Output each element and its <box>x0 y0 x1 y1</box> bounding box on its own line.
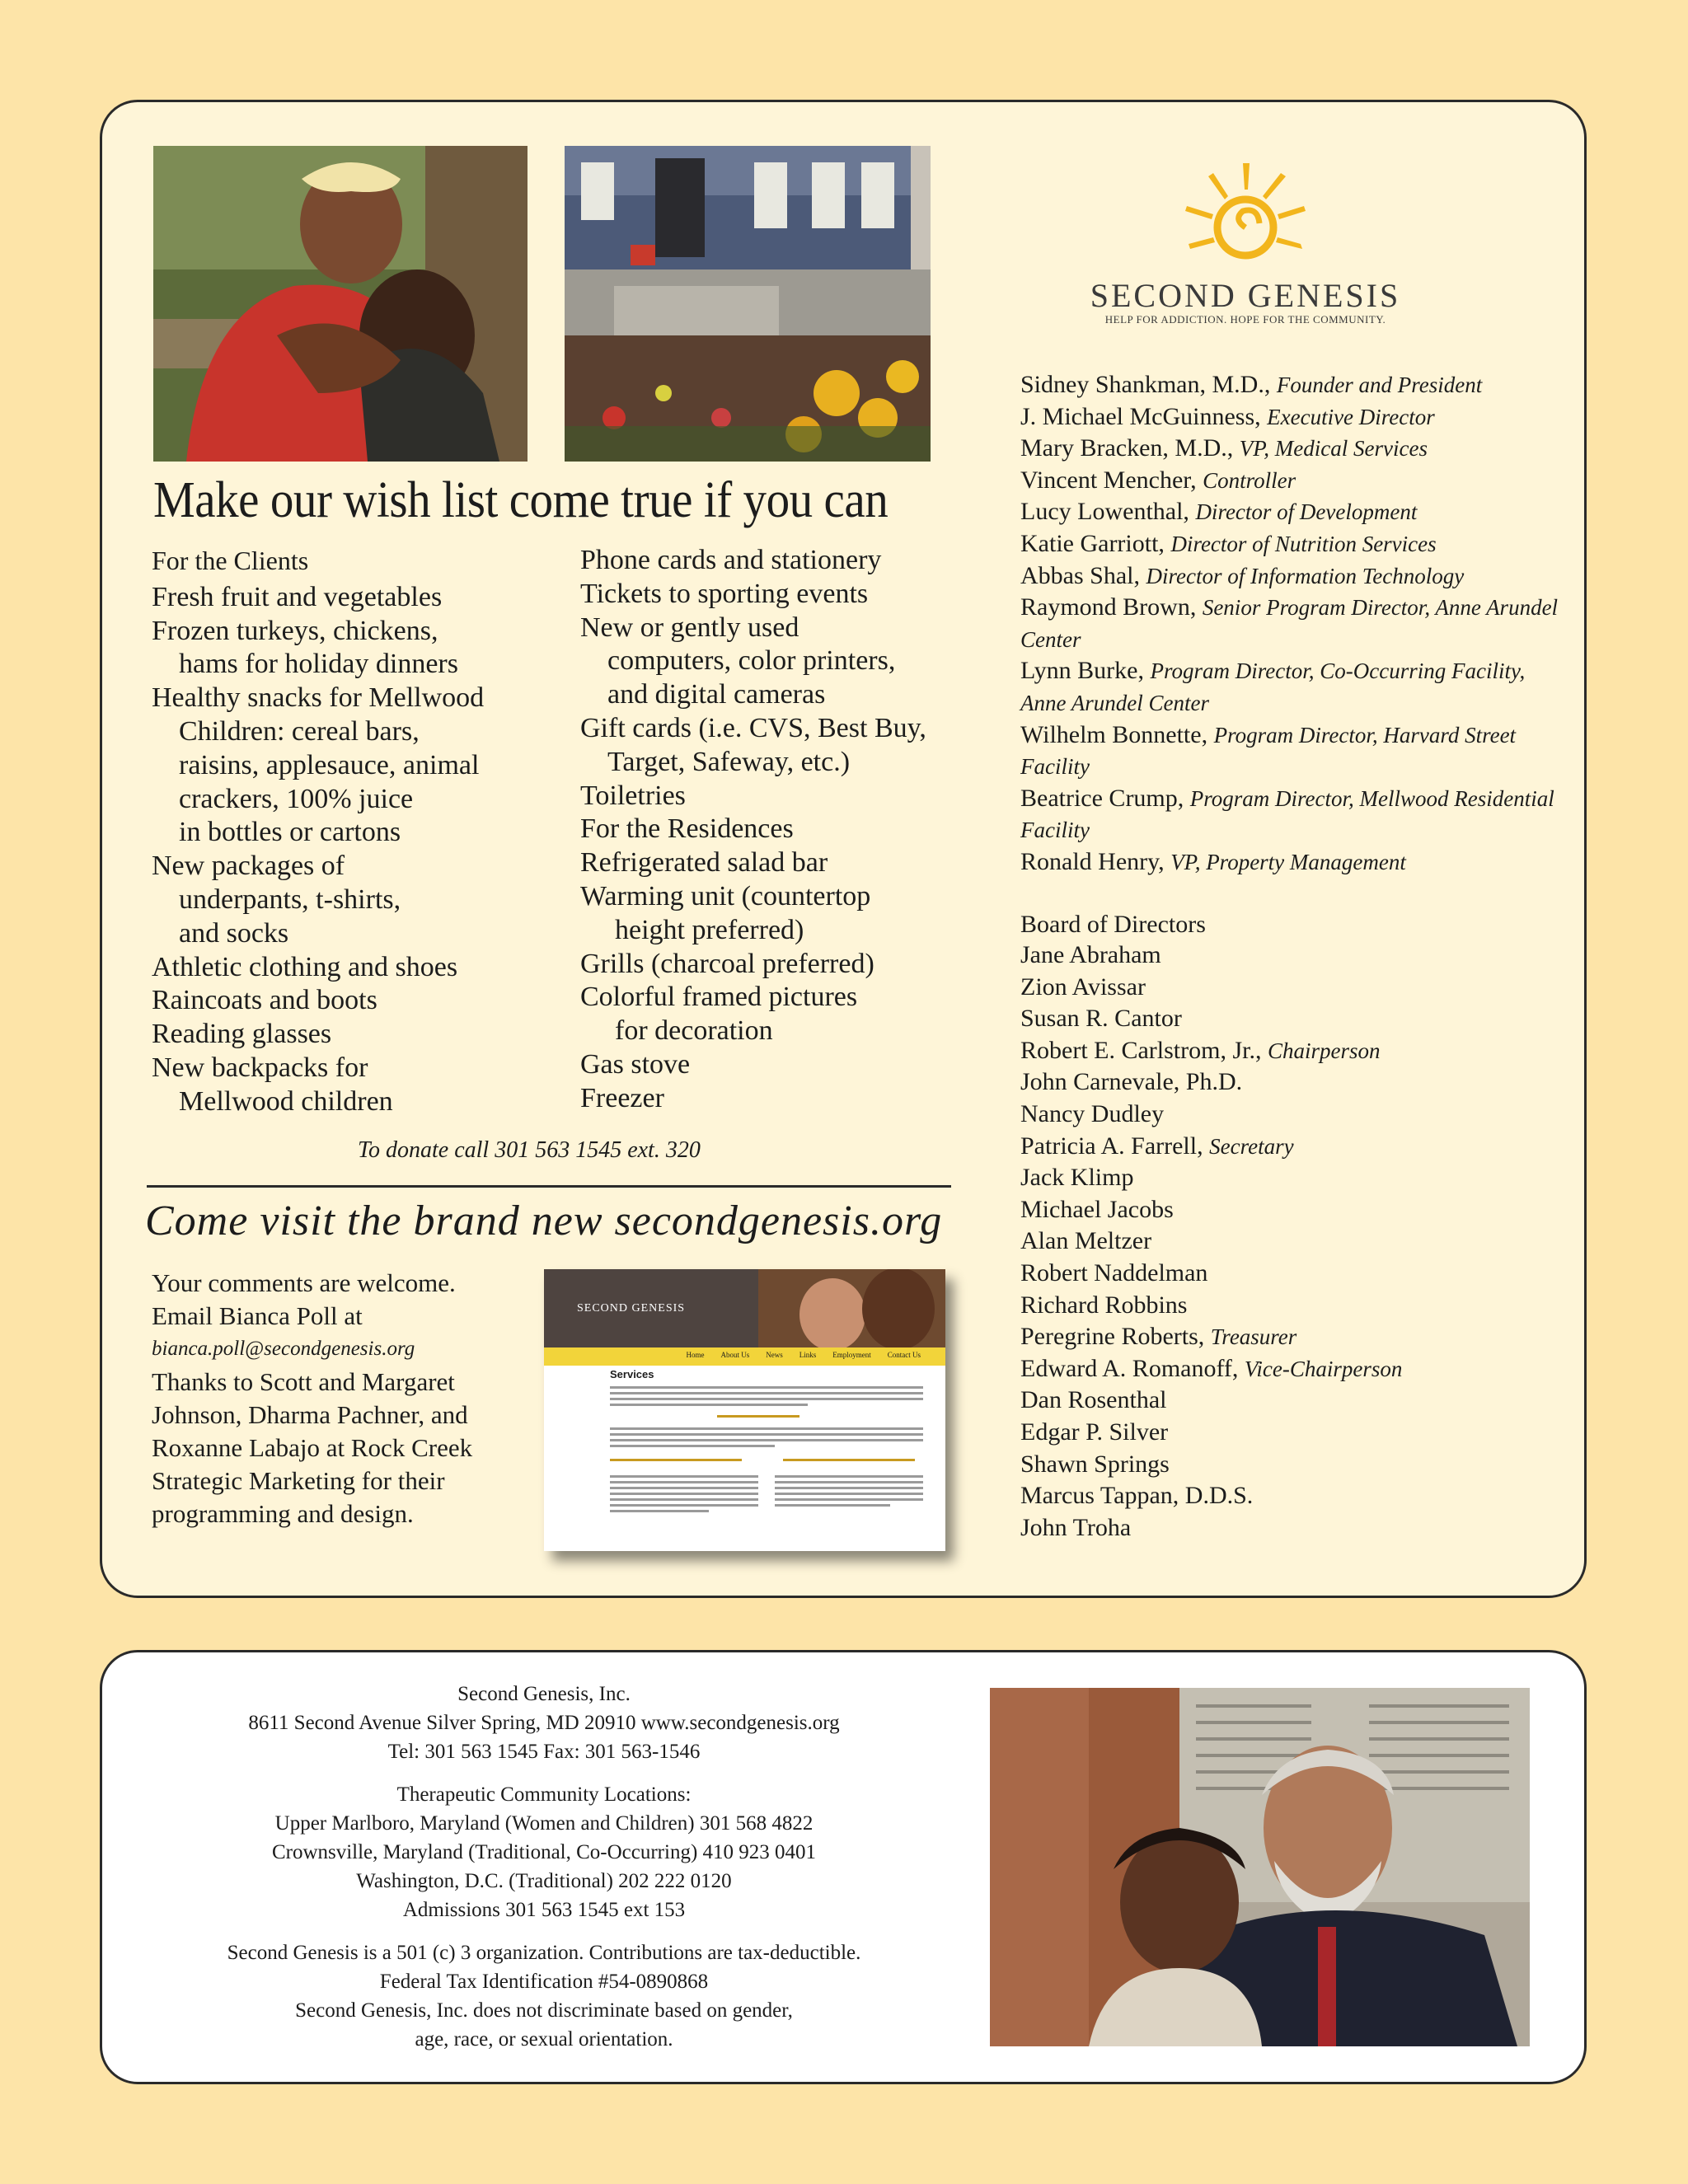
wish-list-item: and digital cameras <box>607 679 826 710</box>
site-header <box>544 1269 945 1347</box>
comments-block <box>152 1267 547 1530</box>
wish-list-item: Warming unit (countertop <box>580 880 871 912</box>
sun-icon <box>1184 162 1307 269</box>
person-role: VP, Medical Services <box>1239 436 1428 462</box>
wish-list-item: Phone cards and stationery <box>580 545 882 575</box>
person-role: Chairperson <box>1267 1038 1381 1063</box>
person-name: John Troha <box>1020 1513 1132 1541</box>
person-name: Zion Avissar <box>1020 972 1146 1001</box>
wish-list-item: hams for holiday dinners <box>179 649 458 680</box>
site-body-text <box>610 1386 940 1543</box>
person-name: Edward A. Romanoff, <box>1020 1354 1239 1382</box>
wish-list-item: crackers, 100% juice <box>179 783 414 814</box>
footer-line: Upper Marlboro, Maryland (Women and Children) 301 568 4822 <box>274 1812 814 1835</box>
footer-line: Second Genesis is a 501 (c) 3 organization. Contributions are tax-deductible. <box>227 1942 861 1964</box>
person-entry <box>1020 783 1564 846</box>
site-nav-item[interactable]: Home <box>686 1351 705 1359</box>
photo-building-garden <box>565 146 931 462</box>
logo-brand-name: SECOND GENESIS <box>1090 277 1401 314</box>
person-entry <box>1020 560 1564 593</box>
wish-list-column-2 <box>580 544 926 1116</box>
person-name: Abbas Shal, <box>1020 561 1140 589</box>
person-entry <box>1020 940 1564 972</box>
person-role: Treasurer <box>1210 1324 1297 1350</box>
footer-line: age, race, or sexual orientation. <box>415 2028 673 2050</box>
person-role: Controller <box>1203 467 1296 493</box>
wish-list-item: height preferred) <box>615 914 804 945</box>
site-nav-item[interactable]: News <box>766 1351 783 1359</box>
person-name: Robert Naddelman <box>1020 1259 1208 1287</box>
donate-phone-note: To donate call 301 563 1545 ext. 320 <box>358 1137 701 1163</box>
person-name: Mary Bracken, M.D., <box>1020 434 1234 462</box>
person-name: Robert E. Carlstrom, Jr., <box>1020 1036 1262 1064</box>
person-role: Program Director, Harvard Street Facility <box>1020 722 1517 780</box>
person-role: Executive Director <box>1267 404 1435 429</box>
footer-line: Crownsville, Maryland (Traditional, Co-Occurring) 410 923 0401 <box>271 1841 817 1863</box>
person-name: Dan Rosenthal <box>1020 1386 1167 1414</box>
person-name: Jane Abraham <box>1020 941 1161 969</box>
wish-list-title: Make our wish list come true if you can <box>153 472 889 528</box>
site-nav <box>544 1347 945 1366</box>
second-genesis-logo <box>1085 162 1406 326</box>
wish-list-item: For the Residences <box>580 813 794 845</box>
person-name: J. Michael McGuinness, <box>1020 402 1261 430</box>
footer-line: Second Genesis, Inc. does not discriminate based on gender, <box>295 1999 793 2022</box>
wish-list-item: Toiletries <box>580 780 686 811</box>
person-name: Nancy Dudley <box>1020 1100 1165 1128</box>
person-name: Jack Klimp <box>1020 1164 1134 1192</box>
wish-list-item: Refrigerated salad bar <box>580 847 828 879</box>
person-name: John Carnevale, Ph.D. <box>1020 1068 1243 1096</box>
person-entry <box>1020 401 1564 434</box>
section-divider <box>147 1185 951 1188</box>
person-role: Director of Information Technology <box>1146 563 1465 588</box>
thanks-line: programming and design. <box>152 1499 414 1528</box>
person-entry <box>1020 1290 1564 1322</box>
wish-list-item: and socks <box>179 917 289 949</box>
person-entry <box>1020 1099 1564 1131</box>
site-brand: SECOND GENESIS <box>577 1302 686 1315</box>
person-entry <box>1020 1480 1564 1512</box>
person-entry <box>1020 465 1564 497</box>
person-entry <box>1020 1321 1564 1353</box>
comments-line: Your comments are welcome. <box>152 1268 456 1297</box>
website-screenshot <box>544 1269 945 1551</box>
person-name: Peregrine Roberts, <box>1020 1323 1205 1351</box>
wish-list-column-1 <box>152 544 484 1119</box>
person-name: Beatrice Crump, <box>1020 784 1184 812</box>
person-entry <box>1020 1003 1564 1035</box>
footer-line: Second Genesis, Inc. <box>457 1683 631 1705</box>
thanks-line: Johnson, Dharma Pachner, and <box>152 1400 468 1429</box>
board-heading: Board of Directors <box>1020 910 1206 938</box>
wish-list-item: Gas stove <box>580 1048 691 1080</box>
thanks-line: Strategic Marketing for their <box>152 1466 445 1495</box>
site-section-title: Services <box>610 1368 654 1380</box>
wish-list-item: Tickets to sporting events <box>580 578 869 609</box>
wish-list-item: Children: cereal bars, <box>179 715 420 747</box>
comments-line: Email Bianca Poll at <box>152 1301 363 1330</box>
footer-line: 8611 Second Avenue Silver Spring, MD 20910 www.secondgenesis.org <box>248 1712 840 1734</box>
site-nav-item[interactable]: Employment <box>832 1351 871 1359</box>
wish-list-item: computers, color printers, <box>607 645 896 677</box>
wish-list-item: Grills (charcoal preferred) <box>580 948 874 979</box>
site-nav-item[interactable]: Contact Us <box>887 1351 921 1359</box>
wish-list-item: Frozen turkeys, chickens, <box>152 615 438 646</box>
person-name: Edgar P. Silver <box>1020 1418 1169 1446</box>
footer-info <box>124 1680 964 2054</box>
person-role: VP, Property Management <box>1170 849 1406 874</box>
person-role: Director of Nutrition Services <box>1170 531 1437 556</box>
person-entry <box>1020 1131 1564 1163</box>
site-nav-item[interactable]: Links <box>799 1351 817 1359</box>
person-entry <box>1020 655 1564 719</box>
person-name: Vincent Mencher, <box>1020 466 1197 494</box>
wish-list-item: Fresh fruit and vegetables <box>152 581 443 612</box>
photo-women-hugging <box>153 146 528 462</box>
person-entry <box>1020 1417 1564 1449</box>
logo-tagline: HELP FOR ADDICTION. HOPE FOR THE COMMUNITY. <box>1104 313 1386 326</box>
person-entry <box>1020 719 1564 783</box>
wish-list-item: Healthy snacks for Mellwood <box>152 682 485 714</box>
person-name: Susan R. Cantor <box>1020 1005 1182 1033</box>
wish-list-item: Gift cards (i.e. CVS, Best Buy, <box>580 712 926 743</box>
person-name: Michael Jacobs <box>1020 1195 1174 1223</box>
person-name: Lynn Burke, <box>1020 657 1144 685</box>
thanks-line: Roxanne Labajo at Rock Creek <box>152 1433 473 1462</box>
person-name: Sidney Shankman, M.D., <box>1020 371 1271 398</box>
footer-line: Admissions 301 563 1545 ext 153 <box>402 1899 686 1921</box>
person-entry <box>1020 592 1564 655</box>
wish-list-item: Mellwood children <box>179 1085 393 1117</box>
site-nav-item[interactable]: About Us <box>720 1351 750 1359</box>
person-entry <box>1020 1512 1564 1544</box>
person-role: Director of Development <box>1195 499 1418 525</box>
person-role: Founder and President <box>1276 373 1483 397</box>
photo-couple-portrait <box>990 1688 1530 2046</box>
person-entry <box>1020 972 1564 1004</box>
person-entry <box>1020 369 1564 401</box>
person-role: Program Director, Mellwood Residential Facility <box>1020 785 1554 843</box>
person-role: Program Director, Co-Occurring Facility, Anne Arundel Center <box>1020 658 1526 715</box>
person-entry <box>1020 1066 1564 1099</box>
person-name: Marcus Tappan, D.D.S. <box>1020 1482 1254 1510</box>
thanks-line: Thanks to Scott and Margaret <box>152 1367 455 1396</box>
wish-list-item: New backpacks for <box>152 1052 368 1083</box>
wish-list-item: New packages of <box>152 851 345 882</box>
visit-website-heading: Come visit the brand new secondgenesis.org <box>145 1197 943 1244</box>
wish-list-item: for decoration <box>615 1015 773 1047</box>
staff-list <box>1020 369 1564 1544</box>
wish-list-item: Colorful framed pictures <box>580 982 858 1013</box>
person-name: Katie Garriott, <box>1020 529 1165 557</box>
person-name: Wilhelm Bonnette, <box>1020 720 1208 748</box>
person-entry <box>1020 1353 1564 1385</box>
person-entry <box>1020 496 1564 528</box>
person-name: Richard Robbins <box>1020 1291 1188 1319</box>
footer-line: Therapeutic Community Locations: <box>396 1783 692 1806</box>
wish-list-item: underpants, t-shirts, <box>179 883 401 915</box>
wish-list-item: Target, Safeway, etc.) <box>607 746 851 777</box>
email-link[interactable]: bianca.poll@secondgenesis.org <box>152 1338 415 1360</box>
person-entry <box>1020 1226 1564 1258</box>
footer-line: Tel: 301 563 1545 Fax: 301 563-1546 <box>387 1741 701 1763</box>
person-name: Shawn Springs <box>1020 1450 1170 1478</box>
footer-line: Washington, D.C. (Traditional) 202 222 0120 <box>356 1870 732 1892</box>
wish-list-item: New or gently used <box>580 612 799 643</box>
person-entry <box>1020 528 1564 560</box>
person-role: Secretary <box>1209 1133 1294 1159</box>
person-name: Ronald Henry, <box>1020 847 1165 875</box>
person-entry <box>1020 1449 1564 1481</box>
wish-list-item: Freezer <box>580 1082 664 1113</box>
wish-list-item: raisins, applesauce, animal <box>179 749 480 780</box>
person-entry <box>1020 1258 1564 1290</box>
footer-line: Federal Tax Identification #54-0890868 <box>379 1971 709 1993</box>
person-name: Lucy Lowenthal, <box>1020 498 1189 526</box>
wish-list-item: Raincoats and boots <box>152 985 377 1016</box>
wish-list-item: in bottles or cartons <box>179 817 401 848</box>
person-name: Raymond Brown, <box>1020 593 1197 621</box>
person-role: Senior Program Director, Anne Arundel Center <box>1020 595 1559 652</box>
person-entry <box>1020 1385 1564 1417</box>
wish-list-item: Athletic clothing and shoes <box>152 951 458 982</box>
wish-list-item: For the Clients <box>152 546 309 575</box>
person-name: Patricia A. Farrell, <box>1020 1132 1203 1160</box>
person-entry <box>1020 846 1564 879</box>
person-name: Alan Meltzer <box>1020 1227 1152 1255</box>
site-hero-photo <box>758 1269 945 1347</box>
person-role: Vice-Chairperson <box>1244 1356 1403 1381</box>
person-entry <box>1020 1035 1564 1067</box>
person-entry <box>1020 1162 1564 1194</box>
wish-list-item: Reading glasses <box>152 1019 332 1050</box>
person-entry <box>1020 433 1564 465</box>
person-entry <box>1020 1194 1564 1226</box>
